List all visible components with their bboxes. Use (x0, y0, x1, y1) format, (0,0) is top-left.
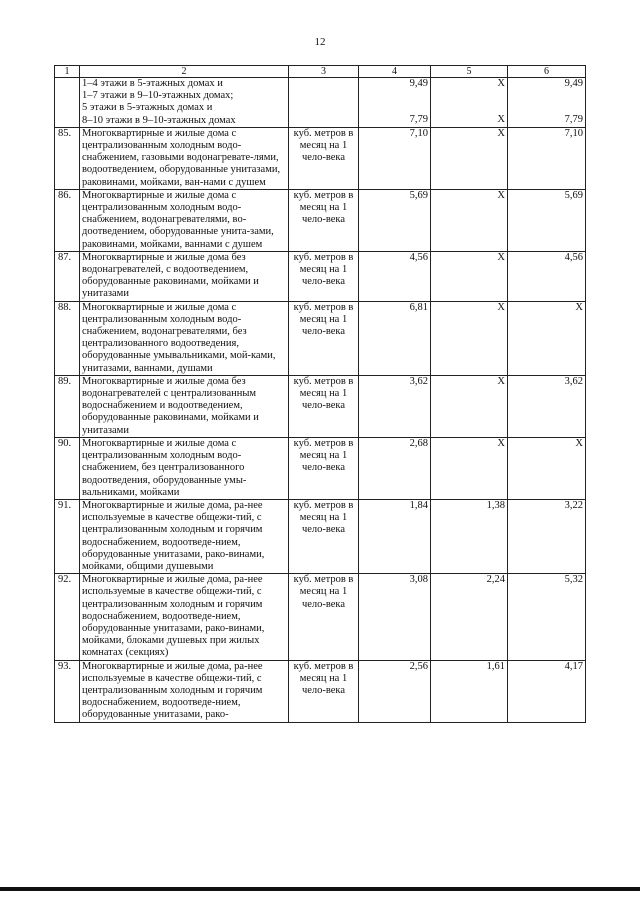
row-col6-value-cell: 4,56 (508, 251, 586, 301)
bottom-rule (0, 887, 640, 891)
row-description-cell: Многоквартирные и жилые дома с централизованным холодным водо-снабжением, водонагревателями, во-доотведением, оборудованные унита-зами, раковинами, мойками, ваннами с душем (80, 189, 289, 251)
row-col5-value-cell: X (431, 189, 508, 251)
row-col4-value-cell: 2,68 (359, 437, 431, 499)
page-number: 12 (314, 36, 326, 48)
row-col6-value-cell: 5,69 (508, 189, 586, 251)
row-number-cell: 93. (55, 660, 80, 722)
row-col4-value-cell: 2,56 (359, 660, 431, 722)
column-header-6: 6 (508, 66, 586, 78)
row-unit-cell: куб. метров в месяц на 1 чело-века (289, 437, 359, 499)
row-description-cell: Многоквартирные и жилые дома без водонагревателей с централизованным водоснабжением и водоотведением, оборудованные раковинами, мойками и унитазами (80, 375, 289, 437)
table-row (55, 499, 586, 573)
row-col6-value-cell: 4,17 (508, 660, 586, 722)
continuation-col5-cell (431, 78, 508, 128)
row-col5-value-cell: 1,38 (431, 499, 508, 573)
row-number-cell: 89. (55, 375, 80, 437)
row-col4-value-cell: 3,62 (359, 375, 431, 437)
row-col5-value-cell: X (431, 251, 508, 301)
continuation-line: 1–4 этажи в 5-этажных домах и (82, 78, 223, 89)
continuation-row (55, 78, 586, 128)
continuation-desc-cell (80, 78, 289, 128)
continuation-col6-cell (508, 78, 586, 128)
row-number-cell: 86. (55, 189, 80, 251)
row-col6-value-cell: X (508, 437, 586, 499)
table-row (55, 301, 586, 375)
row-col6-value-cell: 5,32 (508, 574, 586, 660)
value-text: X (497, 78, 505, 89)
column-header-1: 1 (55, 66, 80, 78)
row-unit-cell: куб. метров в месяц на 1 чело-века (289, 660, 359, 722)
water-consumption-norms-table (54, 65, 586, 723)
row-col4-value-cell: 1,84 (359, 499, 431, 573)
row-number-cell: 88. (55, 301, 80, 375)
row-description-cell: Многоквартирные и жилые дома с централизованным холодным водо-снабжением, без централизованного водоотведения, оборудованные умы-вальниками, мойками (80, 437, 289, 499)
row-col5-value-cell: X (431, 437, 508, 499)
row-description-cell: Многоквартирные и жилые дома, ра-нее используемые в качестве общежи-тий, с централизованным холодным и горячим водоснабжением, водоотведе-нием, оборудованные унитазами, рако-винами, мойками, блоками душевых при жилых комнатах (секциях) (80, 574, 289, 660)
value-text: 9,49 (409, 78, 428, 89)
row-col6-value-cell: 3,62 (508, 375, 586, 437)
continuation-num-cell (55, 78, 80, 128)
row-col5-value-cell: X (431, 375, 508, 437)
column-header-5: 5 (431, 66, 508, 78)
value-text: 9,49 (564, 78, 583, 89)
table-row (55, 189, 586, 251)
row-col5-value-cell: X (431, 127, 508, 189)
column-header-4: 4 (359, 66, 431, 78)
row-col6-value-cell: 7,10 (508, 127, 586, 189)
row-unit-cell: куб. метров в месяц на 1 чело-века (289, 251, 359, 301)
row-unit-cell: куб. метров в месяц на 1 чело-века (289, 127, 359, 189)
table-row (55, 574, 586, 660)
continuation-unit-cell (289, 78, 359, 128)
value-text: X (497, 114, 505, 126)
value-text: 7,79 (564, 114, 583, 126)
row-col4-value-cell: 7,10 (359, 127, 431, 189)
row-number-cell: 91. (55, 499, 80, 573)
continuation-line: 8–10 этажи в 9–10-этажных домах (82, 114, 236, 126)
row-col5-value-cell: 1,61 (431, 660, 508, 722)
table-row (55, 437, 586, 499)
column-number-header-row (55, 66, 586, 78)
row-col4-value-cell: 6,81 (359, 301, 431, 375)
row-unit-cell: куб. метров в месяц на 1 чело-века (289, 574, 359, 660)
row-description-cell: Многоквартирные и жилые дома с централизованным холодным водо-снабжением, газовыми водонагревате-лями, водоотведением, оборудованные унитазами, раковинами, мойками, ван-нами с душем (80, 127, 289, 189)
row-col6-value-cell: 3,22 (508, 499, 586, 573)
row-description-cell: Многоквартирные и жилые дома, ра-нее используемые в качестве общежи-тий, с централизованным холодным и горячим водоснабжением, водоотведе-нием, оборудованные унитазами, рако-винами, мойками, общими душевыми (80, 499, 289, 573)
row-col5-value-cell: X (431, 301, 508, 375)
row-col4-value-cell: 3,08 (359, 574, 431, 660)
row-unit-cell: куб. метров в месяц на 1 чело-века (289, 189, 359, 251)
row-description-cell: Многоквартирные и жилые дома без водонагревателей, с водоотведением, оборудованные раковинами, мойками и унитазами (80, 251, 289, 301)
value-text: 7,79 (409, 114, 428, 126)
row-col6-value-cell: X (508, 301, 586, 375)
table-row (55, 660, 586, 722)
row-unit-cell: куб. метров в месяц на 1 чело-века (289, 375, 359, 437)
row-number-cell: 87. (55, 251, 80, 301)
column-header-2: 2 (80, 66, 289, 78)
row-number-cell: 90. (55, 437, 80, 499)
row-unit-cell: куб. метров в месяц на 1 чело-века (289, 499, 359, 573)
row-col5-value-cell: 2,24 (431, 574, 508, 660)
column-header-3: 3 (289, 66, 359, 78)
row-unit-cell: куб. метров в месяц на 1 чело-века (289, 301, 359, 375)
row-number-cell: 85. (55, 127, 80, 189)
table-row (55, 375, 586, 437)
continuation-line: 1–7 этажи в 9–10-этажных домах; (82, 90, 234, 102)
row-number-cell: 92. (55, 574, 80, 660)
row-description-cell: Многоквартирные и жилые дома, ра-нее используемые в качестве общежи-тий, с централизованным холодным и горячим водоснабжением, водоотведе-нием, оборудованные унитазами, рако- (80, 660, 289, 722)
row-description-cell: Многоквартирные и жилые дома с централизованным холодным водо-снабжением, водонагревателями, без централизованного водоотведения, оборудованные умывальниками, мой-ками, унитазами, ваннами, душами (80, 301, 289, 375)
table-row (55, 251, 586, 301)
row-col4-value-cell: 5,69 (359, 189, 431, 251)
row-col4-value-cell: 4,56 (359, 251, 431, 301)
continuation-line: 5 этажи в 5-этажных домах и (82, 102, 213, 114)
table-row (55, 127, 586, 189)
continuation-col4-cell (359, 78, 431, 128)
